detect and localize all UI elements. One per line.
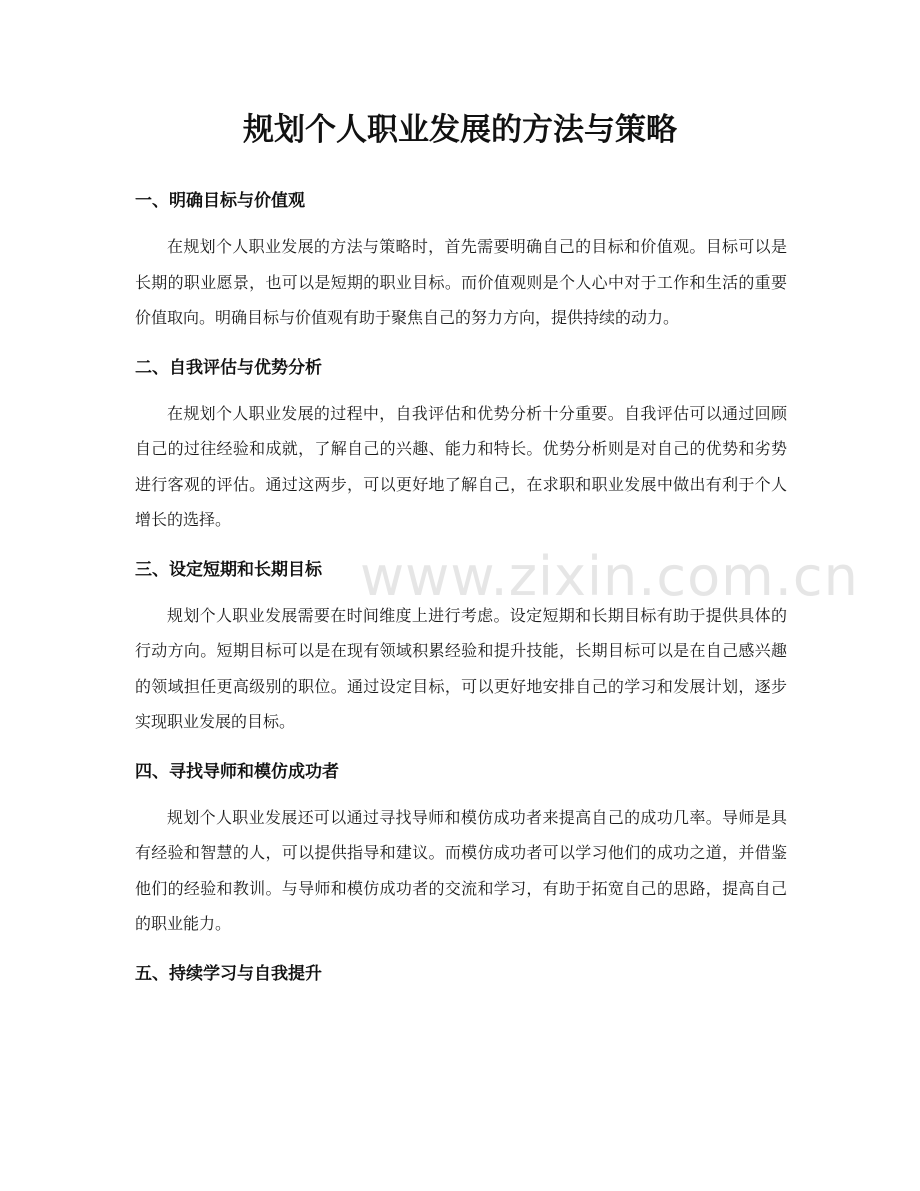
section-heading: 三、设定短期和长期目标 [135,559,322,580]
section-heading: 二、自我评估与优势分析 [135,357,322,378]
section-5 [135,959,787,989]
section-paragraph: 规划个人职业发展需要在时间维度上进行考虑。设定短期和长期目标有助于提供具体的行动方向。短期目标可以是在现有领域积累经验和提升技能，长期目标可以是在自己感兴趣的领域担任更高级别的职位。通过设定目标，可以更好地安排自己的学习和发展计划，逐步实现职业发展的目标。 [135,605,787,731]
section-heading: 一、明确目标与价值观 [135,191,305,211]
section-heading: 五、持续学习与自我提升 [135,963,322,984]
section-paragraph: 规划个人职业发展还可以通过寻找导师和模仿成功者来提高自己的成功几率。导师是具有经验和智慧的人，可以提供指导和建议。而模仿成功者可以学习他们的成功之道，并借鉴他们的经验和教训。与导师和模仿成功者的交流和学习，有助于拓宽自己的思路，提高自己的职业能力。 [135,807,787,933]
document-title: 规划个人职业发展的方法与策略 [243,112,677,148]
section-paragraph: 在规划个人职业发展的方法与策略时，首先需要明确自己的目标和价值观。目标可以是长期的职业愿景，也可以是短期的职业目标。而价值观则是个人心中对于工作和生活的重要价值取向。明确目标与价值观有助于聚焦自己的努力方向，提供持续的动力。 [135,237,787,327]
document-content [135,186,787,1002]
section-1 [135,186,787,336]
section-3 [135,555,787,740]
section-paragraph: 在规划个人职业发展的过程中，自我评估和优势分析十分重要。自我评估可以通过回顾自己的过往经验和成就，了解自己的兴趣、能力和特长。优势分析则是对自己的优势和劣势进行客观的评估。通过这两步，可以更好地了解自己，在求职和职业发展中做出有利于个人增长的选择。 [135,403,787,529]
watermark-text: www.zixin.com.cn [360,545,859,608]
section-4 [135,757,787,942]
section-heading: 四、寻找导师和模仿成功者 [135,761,339,782]
section-2 [135,353,787,538]
